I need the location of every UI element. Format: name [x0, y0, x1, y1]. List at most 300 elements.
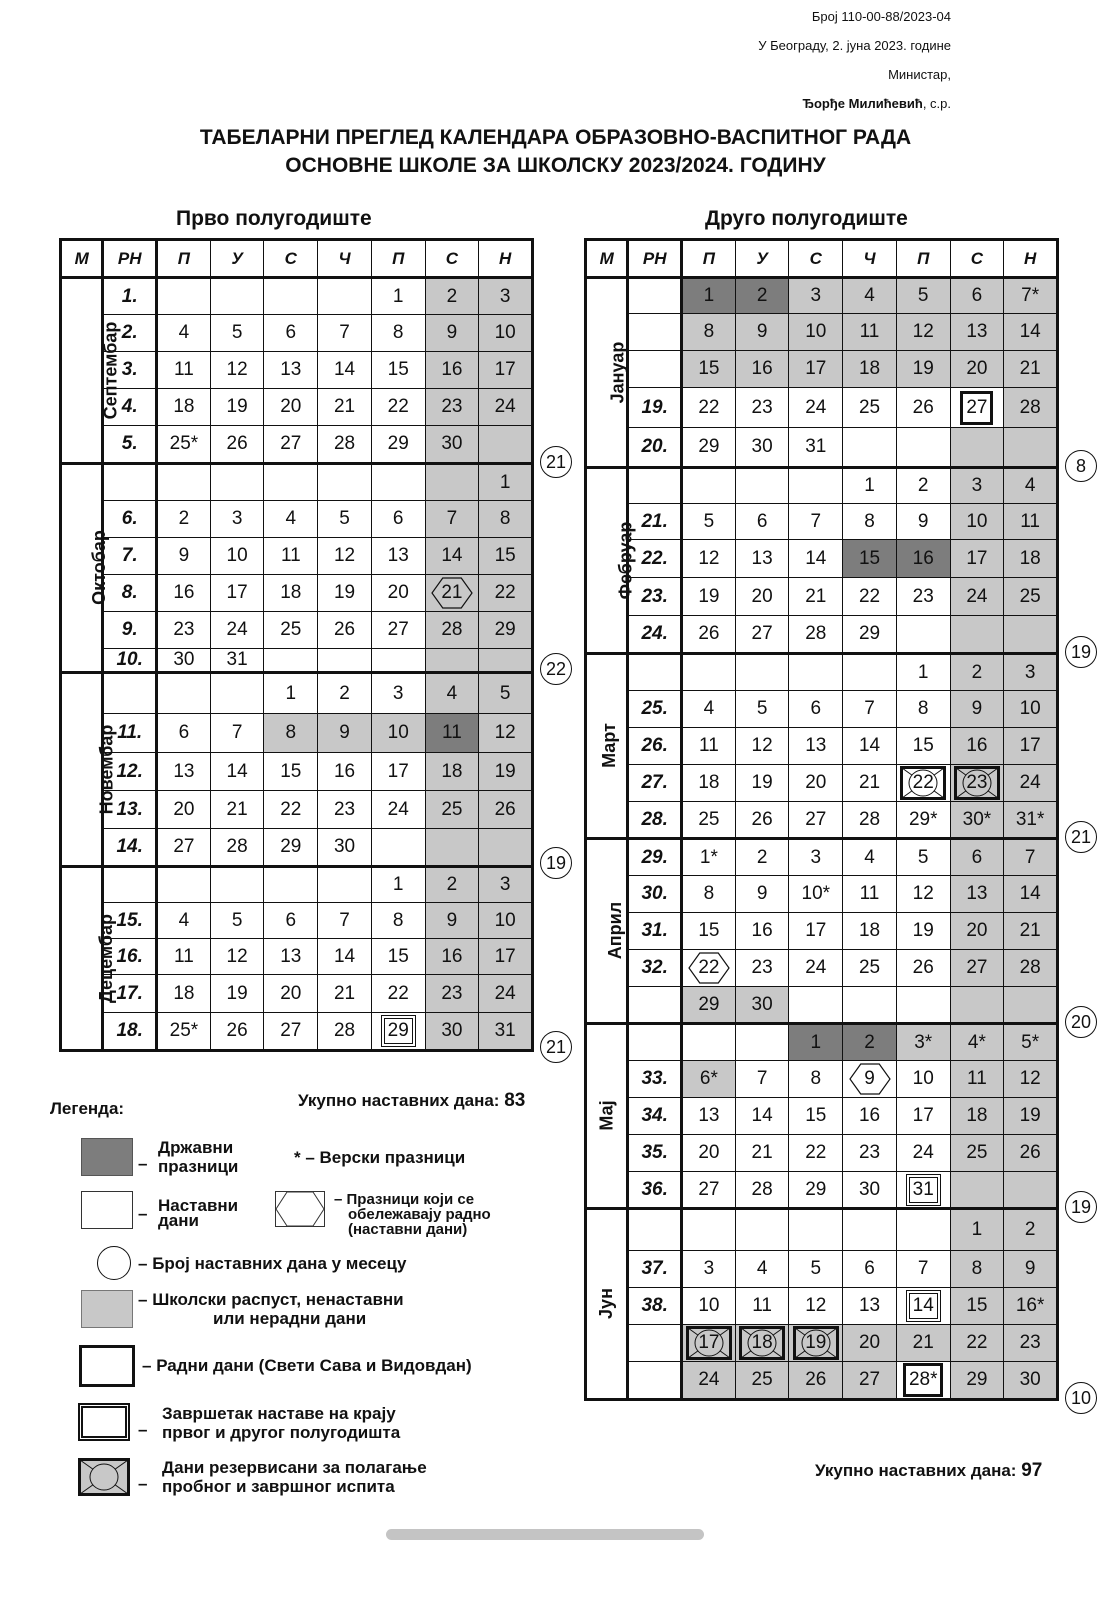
day-cell — [425, 612, 479, 649]
day-cell — [371, 673, 425, 714]
day-cell — [157, 714, 211, 753]
day-cell — [735, 1251, 789, 1288]
day-number: 25* — [169, 1020, 199, 1041]
day-cell — [371, 352, 425, 389]
week-row — [586, 1061, 1058, 1098]
day-cell — [318, 673, 372, 714]
day-cell — [843, 1061, 897, 1098]
day-cell — [371, 575, 425, 612]
week-row — [586, 540, 1058, 578]
day-cell — [789, 728, 843, 765]
working-day-marker — [960, 391, 993, 425]
day-number: 22 — [966, 1332, 988, 1353]
day-cell — [789, 1251, 843, 1288]
week-row — [61, 315, 533, 352]
day-cell — [789, 1209, 843, 1251]
day-number: 9 — [756, 883, 768, 904]
day-number: 12 — [805, 1295, 827, 1316]
day-number: 12 — [226, 945, 248, 967]
second-semester-table — [584, 238, 1059, 1401]
day-cell — [682, 1288, 736, 1325]
day-number: 31* — [1015, 808, 1045, 830]
day-number: 14 — [912, 1295, 934, 1316]
second-semester-month-count-5: 19 — [1065, 1191, 1097, 1223]
day-number: 2 — [339, 682, 350, 704]
day-number: 17 — [226, 582, 248, 603]
day-number: 6 — [178, 722, 190, 743]
day-number: 5 — [756, 698, 768, 719]
day-cell — [425, 791, 479, 829]
day-cell — [789, 802, 843, 839]
day-cell — [157, 278, 211, 315]
week-number: 35. — [628, 1135, 682, 1172]
day-number: 21 — [333, 396, 356, 417]
day-cell — [789, 1288, 843, 1325]
day-number: 9 — [971, 698, 983, 719]
day-cell — [479, 426, 533, 464]
day-cell — [789, 1135, 843, 1172]
legend-working-days: – Радни дани (Свети Сава и Видовдан) — [142, 1356, 472, 1375]
day-number: 9 — [446, 322, 458, 343]
month-cell — [586, 839, 628, 1024]
column-header-rn: РН — [628, 240, 682, 278]
day-cell — [843, 987, 897, 1024]
day-cell — [264, 501, 318, 538]
week-row — [586, 428, 1058, 468]
day-cell — [371, 903, 425, 939]
day-number: 10 — [698, 1295, 720, 1316]
day-cell — [735, 468, 789, 504]
day-cell — [789, 987, 843, 1024]
day-number: 10 — [912, 1068, 934, 1089]
second-semester-month-count-3: 21 — [1065, 821, 1097, 853]
day-cell — [425, 903, 479, 939]
day-number: 27 — [751, 623, 773, 644]
week-number: 38. — [628, 1288, 682, 1325]
day-number: 24 — [1019, 772, 1041, 793]
legend-teaching-days-line-2: дани — [158, 1211, 199, 1230]
day-cell — [210, 753, 264, 791]
day-number: 18 — [966, 1105, 988, 1126]
first-semester-total-value: 83 — [504, 1090, 526, 1111]
day-cell — [264, 939, 318, 975]
legend-circle-swatch — [97, 1246, 131, 1280]
day-cell — [1004, 913, 1058, 950]
day-number: 25* — [169, 433, 199, 454]
day-cell — [896, 1325, 950, 1362]
day-number: 5* — [1021, 1031, 1040, 1053]
day-cell — [843, 728, 897, 765]
day-number: 16 — [441, 359, 463, 380]
day-cell — [479, 352, 533, 389]
column-header-day: П — [157, 240, 211, 278]
week-row — [61, 575, 533, 612]
day-number: 20 — [805, 772, 827, 793]
week-number: 31. — [628, 913, 682, 950]
day-cell — [1004, 1288, 1058, 1325]
day-cell — [896, 987, 950, 1024]
day-cell — [950, 540, 1004, 578]
day-number: 15 — [805, 1105, 827, 1126]
legend-working-holidays-line-1: – Празници који се — [334, 1191, 475, 1208]
day-number: 15 — [912, 735, 934, 756]
week-row — [61, 538, 533, 575]
day-cell — [371, 1013, 425, 1051]
day-number: 8 — [392, 322, 404, 343]
day-number: 14 — [441, 545, 463, 566]
day-cell — [735, 1024, 789, 1061]
legend-state-holidays — [158, 1138, 238, 1176]
day-cell — [682, 540, 736, 578]
day-cell — [264, 1013, 318, 1051]
day-cell — [371, 753, 425, 791]
day-number: 6 — [810, 698, 822, 719]
day-cell — [264, 829, 318, 867]
day-number: 8 — [499, 508, 511, 529]
day-cell — [735, 540, 789, 578]
legend-dash-2: – — [138, 1204, 148, 1223]
week-row — [61, 753, 533, 791]
column-header-rn: РН — [103, 240, 157, 278]
day-number: 11 — [1020, 510, 1040, 532]
day-cell — [682, 691, 736, 728]
day-number: 2 — [971, 661, 983, 683]
week-number: 26. — [628, 728, 682, 765]
month-name: Март — [598, 723, 619, 768]
week-row — [586, 314, 1058, 351]
day-number: 13 — [966, 883, 988, 904]
legend-school-break-line-1: – Школски распуст, ненаставни — [138, 1290, 404, 1309]
day-number: 20 — [387, 582, 409, 603]
day-cell — [896, 1061, 950, 1098]
day-number: 11 — [752, 1295, 772, 1316]
day-cell — [843, 950, 897, 987]
day-cell — [210, 426, 264, 464]
day-cell — [264, 714, 318, 753]
day-cell — [210, 939, 264, 975]
day-number: 1 — [392, 285, 404, 307]
week-row — [586, 278, 1058, 314]
day-number: 13 — [698, 1105, 720, 1126]
day-number: 18 — [858, 358, 881, 379]
week-number: 34. — [628, 1098, 682, 1135]
day-cell — [425, 426, 479, 464]
first-semester-total — [298, 1090, 525, 1112]
week-row — [586, 1362, 1058, 1400]
week-number — [103, 673, 157, 714]
day-number: 17 — [494, 945, 516, 967]
day-cell — [843, 468, 897, 504]
day-cell — [479, 464, 533, 501]
day-cell — [682, 950, 736, 987]
day-number: 4 — [446, 682, 458, 704]
day-number: 6 — [285, 909, 297, 931]
day-cell — [479, 315, 533, 352]
day-cell — [735, 1135, 789, 1172]
day-cell — [1004, 691, 1058, 728]
legend-exam-day-swatch — [78, 1458, 130, 1496]
day-cell — [318, 649, 372, 673]
day-cell — [843, 278, 897, 314]
day-cell — [735, 728, 789, 765]
day-cell — [950, 1172, 1004, 1209]
day-number: 16 — [912, 547, 934, 569]
day-cell — [950, 468, 1004, 504]
week-number: 21. — [628, 504, 682, 540]
legend-teaching-days-count: – Број наставних дана у месецу — [138, 1254, 407, 1273]
day-number: 5 — [810, 1258, 822, 1279]
month-name: Септембар — [100, 321, 121, 419]
document-number: Број 110-00-88/2023-04 — [811, 9, 951, 24]
day-cell — [735, 876, 789, 913]
day-number: 7 — [339, 909, 350, 931]
day-cell — [950, 1251, 1004, 1288]
day-cell — [896, 504, 950, 540]
day-cell — [371, 791, 425, 829]
day-number: 1 — [285, 682, 297, 704]
page-title-line-1: ТАБЕЛАРНИ ПРЕГЛЕД КАЛЕНДАРА ОБРАЗОВНО-ВАСПИТНОГ РАДА — [199, 126, 912, 149]
day-number: 21 — [805, 585, 827, 607]
day-number: 4 — [703, 698, 715, 719]
day-number: 14 — [858, 735, 881, 756]
column-header-day: С — [425, 240, 479, 278]
month-cell — [586, 654, 628, 839]
day-cell — [896, 1362, 950, 1400]
day-cell — [950, 578, 1004, 616]
day-number: 6 — [756, 510, 768, 532]
day-number: 11 — [859, 883, 880, 904]
week-number — [628, 654, 682, 691]
day-number: 7 — [1024, 846, 1036, 868]
day-cell — [479, 714, 533, 753]
day-cell — [896, 1098, 950, 1135]
week-number: 24. — [628, 616, 682, 654]
day-cell — [789, 691, 843, 728]
day-cell — [789, 351, 843, 388]
day-number: 8 — [864, 510, 875, 532]
week-row — [61, 975, 533, 1013]
day-number: 30* — [962, 808, 992, 830]
day-number: 10 — [805, 321, 827, 342]
day-cell — [950, 950, 1004, 987]
exam-day-marker — [900, 766, 946, 800]
day-cell — [843, 388, 897, 428]
day-number: 14 — [333, 945, 356, 967]
legend-semester-end-line-2: првог и другог полугодишта — [162, 1423, 401, 1442]
week-number: 8. — [103, 575, 157, 612]
day-number: 21 — [1019, 358, 1041, 379]
day-number: 14 — [751, 1105, 773, 1126]
day-cell — [843, 802, 897, 839]
day-cell — [682, 1135, 736, 1172]
day-cell — [371, 278, 425, 315]
day-number: 3 — [810, 285, 822, 306]
day-cell — [896, 950, 950, 987]
day-number: 12 — [912, 321, 934, 342]
day-cell — [479, 538, 533, 575]
day-number: 4 — [285, 508, 297, 529]
week-number — [628, 351, 682, 388]
day-number: 29 — [698, 993, 720, 1015]
week-number: 29. — [628, 839, 682, 876]
day-number: 8 — [285, 722, 297, 743]
month-cell — [586, 278, 628, 468]
day-cell — [843, 1172, 897, 1209]
day-cell — [371, 939, 425, 975]
day-cell — [264, 464, 318, 501]
week-number: 4. — [103, 389, 157, 426]
column-header-day: П — [682, 240, 736, 278]
document-place-date: У Београду, 2. јуна 2023. године — [758, 38, 951, 53]
week-number: 1. — [103, 278, 157, 315]
legend-working-holidays — [334, 1192, 491, 1237]
day-number: 24 — [698, 1369, 720, 1390]
day-cell — [1004, 504, 1058, 540]
day-cell — [843, 1288, 897, 1325]
day-cell — [735, 765, 789, 802]
day-cell — [950, 1135, 1004, 1172]
day-cell — [682, 765, 736, 802]
day-number: 30 — [751, 436, 773, 457]
day-cell — [425, 352, 479, 389]
day-cell — [950, 691, 1004, 728]
day-number: 6 — [971, 846, 983, 868]
legend-semester-end-line-1: Завршетак наставе на крају — [162, 1404, 396, 1423]
day-cell — [735, 913, 789, 950]
day-number: 14 — [1019, 883, 1041, 904]
working-day-marker — [903, 1363, 944, 1397]
day-number: 22 — [280, 798, 302, 820]
day-cell — [950, 765, 1004, 802]
day-cell — [950, 504, 1004, 540]
day-number: 24 — [805, 957, 827, 978]
day-number: 10 — [966, 510, 988, 532]
day-number: 26 — [912, 957, 934, 978]
day-number: 26 — [805, 1369, 827, 1390]
day-cell — [735, 388, 789, 428]
week-row — [586, 468, 1058, 504]
day-cell — [210, 538, 264, 575]
day-number: 3 — [810, 846, 822, 868]
day-cell — [425, 575, 479, 612]
column-header-m: М — [61, 240, 103, 278]
day-cell — [735, 987, 789, 1024]
legend-teaching-days — [158, 1198, 238, 1228]
legend-state-holiday-swatch — [81, 1138, 133, 1176]
month-cell — [61, 278, 121, 464]
day-cell — [843, 1251, 897, 1288]
week-row — [61, 501, 533, 538]
day-cell — [950, 1061, 1004, 1098]
day-number: 5 — [703, 510, 715, 532]
day-cell — [950, 802, 1004, 839]
week-row — [61, 278, 533, 315]
day-number: 15 — [698, 920, 720, 941]
day-cell — [789, 278, 843, 314]
day-cell — [157, 753, 211, 791]
day-cell — [264, 575, 318, 612]
day-cell — [1004, 314, 1058, 351]
day-cell — [371, 975, 425, 1013]
day-number: 1* — [699, 846, 718, 868]
day-cell — [210, 673, 264, 714]
day-cell — [264, 649, 318, 673]
week-number: 10. — [103, 649, 157, 673]
day-cell — [318, 538, 372, 575]
day-number: 13 — [280, 945, 302, 967]
day-number: 9 — [917, 510, 929, 532]
day-cell — [1004, 876, 1058, 913]
day-cell — [735, 578, 789, 616]
day-cell — [735, 1172, 789, 1209]
day-number: 13 — [966, 321, 988, 342]
day-cell — [789, 1061, 843, 1098]
week-number — [628, 1362, 682, 1400]
legend-working-holidays-line-2: обележавају радно — [348, 1206, 491, 1223]
day-cell — [264, 538, 318, 575]
day-number: 28 — [751, 1178, 773, 1200]
day-number: 2 — [864, 1031, 875, 1053]
day-number: 5 — [231, 909, 243, 931]
day-cell — [682, 654, 736, 691]
week-number — [628, 1209, 682, 1251]
day-cell — [479, 791, 533, 829]
day-cell — [479, 501, 533, 538]
day-cell — [896, 314, 950, 351]
day-cell — [479, 673, 533, 714]
month-cell — [61, 673, 117, 867]
day-number: 23 — [966, 772, 988, 793]
exam-day-marker — [739, 1326, 785, 1360]
day-number: 19 — [805, 1332, 827, 1353]
day-cell — [157, 575, 211, 612]
home-indicator[interactable] — [386, 1529, 704, 1540]
day-number: 17 — [805, 920, 827, 941]
day-cell — [1004, 1024, 1058, 1061]
first-semester-total-label: Укупно наставних дана: — [298, 1091, 500, 1110]
week-row — [586, 1098, 1058, 1135]
day-cell — [1004, 468, 1058, 504]
day-cell — [789, 388, 843, 428]
day-number: 26 — [912, 396, 934, 418]
day-cell — [896, 1135, 950, 1172]
day-cell — [425, 1013, 479, 1051]
day-number: 21 — [858, 772, 881, 793]
week-number: 13. — [103, 791, 157, 829]
day-number: 25 — [966, 1142, 988, 1163]
day-number: 12 — [1019, 1068, 1041, 1089]
day-number: 17 — [912, 1105, 934, 1126]
day-cell — [896, 1251, 950, 1288]
day-number: 16 — [441, 945, 463, 967]
day-number: 19 — [226, 396, 248, 417]
day-number: 20 — [966, 358, 988, 379]
week-row — [61, 714, 533, 753]
day-number: 3 — [231, 508, 243, 529]
day-number: 27 — [805, 808, 827, 830]
legend-exam-days-line-2: пробног и завршног испита — [162, 1477, 395, 1496]
week-row — [586, 388, 1058, 428]
day-number: 1 — [703, 285, 715, 306]
first-semester-month-count-4: 21 — [540, 1031, 572, 1063]
month-name: Јануар — [607, 341, 628, 403]
week-row — [61, 903, 533, 939]
day-cell — [318, 315, 372, 352]
day-number: 20 — [751, 585, 773, 607]
day-cell — [843, 616, 897, 654]
day-number: 11 — [859, 321, 880, 342]
legend-teaching-days-line-1: Наставни — [158, 1196, 239, 1215]
